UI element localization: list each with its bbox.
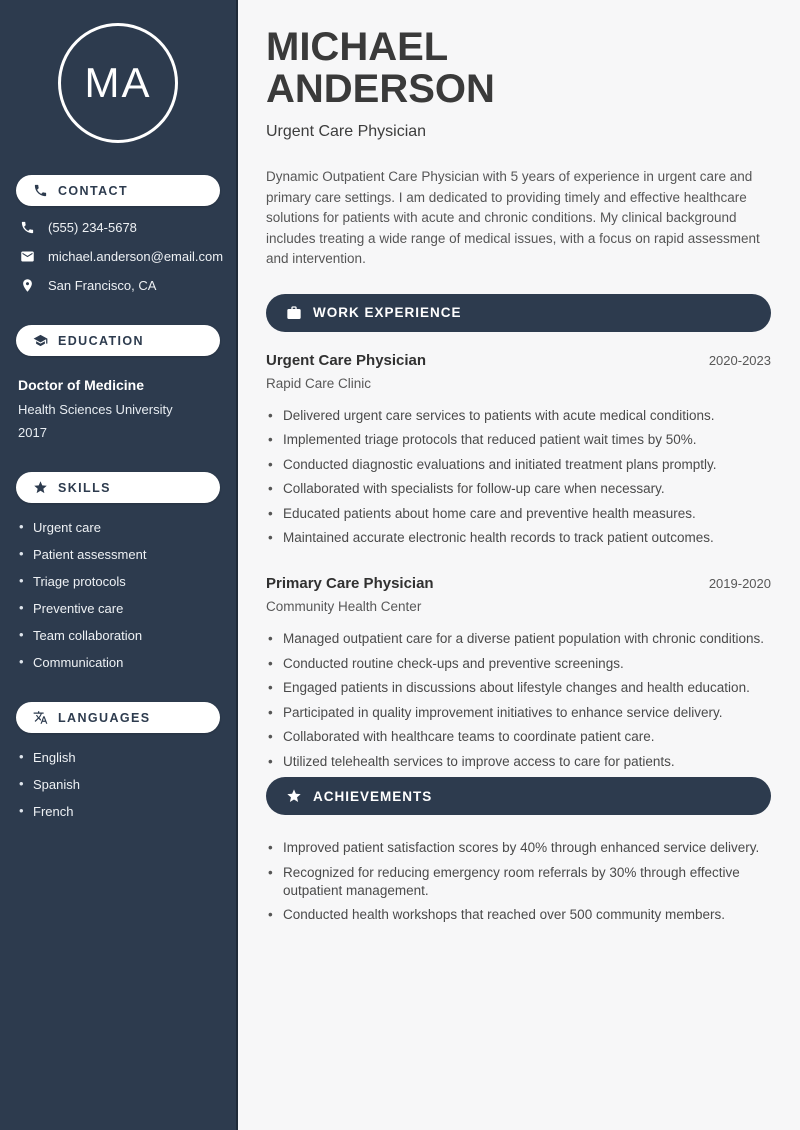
skill-item: • Team collaboration	[18, 628, 218, 643]
job-entry	[266, 352, 771, 548]
job-role: Primary Care Physician	[266, 575, 434, 592]
education-section-header	[16, 325, 220, 356]
job-bullet-list	[266, 630, 771, 771]
graduation-cap-icon	[33, 333, 48, 348]
avatar-wrap	[0, 23, 236, 143]
job-bullet-item: • Delivered urgent care services to patients with acute medical conditions.	[266, 407, 771, 425]
languages-list	[0, 750, 236, 819]
skill-item: • Urgent care	[18, 520, 218, 535]
education-school: Health Sciences University	[18, 402, 173, 417]
avatar	[58, 23, 178, 143]
summary-paragraph: Dynamic Outpatient Care Physician with 5 years of experience in urgent care and primary care settings. I am dedicated to providing timely and effective healthcare solutions for patients with acute and chronic conditions. My clinical background includes treating a wide range of medical issues, with a focus on rapid assessment and intervention.	[266, 169, 760, 266]
job-bullet-item: • Educated patients about home care and preventive health measures.	[266, 505, 771, 523]
job-bullet-item: • Conducted routine check-ups and preventive screenings.	[266, 655, 771, 673]
work-experience-section-header	[266, 294, 771, 332]
job-bullet-item: • Managed outpatient care for a diverse patient population with chronic conditions.	[266, 630, 771, 648]
education-degree: Doctor of Medicine	[18, 377, 145, 393]
job-bullet-item: • Participated in quality improvement initiatives to enhance service delivery.	[266, 704, 771, 722]
star-icon	[286, 788, 302, 804]
person-name-line2: ANDERSON	[266, 67, 495, 111]
skill-item: • Preventive care	[18, 601, 218, 616]
achievement-item: • Conducted health workshops that reached over 500 community members.	[266, 906, 771, 924]
job-bullet-list	[266, 407, 771, 548]
email-icon	[20, 249, 35, 264]
achievements-section-header	[266, 777, 771, 815]
contact-location-row	[0, 278, 236, 293]
skills-section-header	[16, 472, 220, 503]
translate-icon	[33, 710, 48, 725]
language-item: • Spanish	[18, 777, 218, 792]
person-job-title: Urgent Care Physician	[266, 123, 427, 140]
contact-email-row	[0, 249, 236, 264]
sidebar	[0, 0, 238, 1130]
work-experience-section-title: WORK EXPERIENCE	[313, 305, 462, 320]
contact-email-text: michael.anderson@email.com	[48, 249, 224, 264]
briefcase-icon	[286, 305, 302, 321]
achievement-item: • Improved patient satisfaction scores by 40% through enhanced service delivery.	[266, 839, 771, 857]
achievement-item: • Recognized for reducing emergency room referrals by 30% through effective outpatient management.	[266, 864, 771, 900]
job-dates: 2019-2020	[708, 576, 771, 591]
job-bullet-item: • Conducted diagnostic evaluations and initiated treatment plans promptly.	[266, 456, 771, 474]
avatar-initials: MA	[84, 59, 152, 106]
education-entry	[0, 377, 236, 440]
phone-icon	[33, 183, 48, 198]
job-bullet-item: • Engaged patients in discussions about lifestyle changes and health education.	[266, 679, 771, 697]
job-bullet-item: • Implemented triage protocols that reduced patient wait times by 50%.	[266, 431, 771, 449]
job-head	[266, 575, 771, 592]
job-company: Rapid Care Clinic	[266, 375, 372, 391]
skill-item: • Triage protocols	[18, 574, 218, 589]
language-item: • English	[18, 750, 218, 765]
achievements-section-title: ACHIEVEMENTS	[313, 788, 433, 804]
job-bullet-item: • Utilized telehealth services to improve access to care for patients.	[266, 753, 771, 771]
phone-icon	[20, 220, 35, 235]
job-entry	[266, 575, 771, 771]
location-pin-icon	[20, 278, 35, 293]
resume-main	[238, 0, 800, 1130]
contact-section-title: CONTACT	[58, 183, 128, 198]
job-bullet-item: • Collaborated with healthcare teams to coordinate patient care.	[266, 728, 771, 746]
job-bullet-item: • Collaborated with specialists for follow-up care when necessary.	[266, 480, 771, 498]
skills-section-title: SKILLS	[58, 480, 111, 495]
job-company: Community Health Center	[266, 599, 422, 614]
achievements-list	[266, 839, 771, 924]
job-bullet-item: • Maintained accurate electronic health records to track patient outcomes.	[266, 529, 771, 547]
person-name	[266, 26, 771, 110]
contact-phone-text: (555) 234-5678	[48, 220, 137, 235]
languages-section-title: LANGUAGES	[58, 710, 151, 725]
person-name-line1: MICHAEL	[266, 25, 449, 69]
contact-rows	[0, 220, 236, 293]
contact-phone-row	[0, 220, 236, 235]
skill-item: • Communication	[18, 655, 218, 670]
job-role: Urgent Care Physician	[266, 351, 427, 369]
job-head	[266, 352, 771, 369]
star-icon	[33, 480, 48, 495]
language-item: • French	[18, 804, 218, 819]
contact-location-text: San Francisco, CA	[48, 278, 157, 293]
languages-section-header	[16, 702, 220, 733]
education-section-title: EDUCATION	[58, 333, 144, 348]
skill-item: • Patient assessment	[18, 547, 218, 562]
contact-section-header	[16, 175, 220, 206]
education-year: 2017	[18, 425, 47, 440]
skills-list	[0, 520, 236, 670]
job-dates: 2020-2023	[708, 352, 771, 368]
